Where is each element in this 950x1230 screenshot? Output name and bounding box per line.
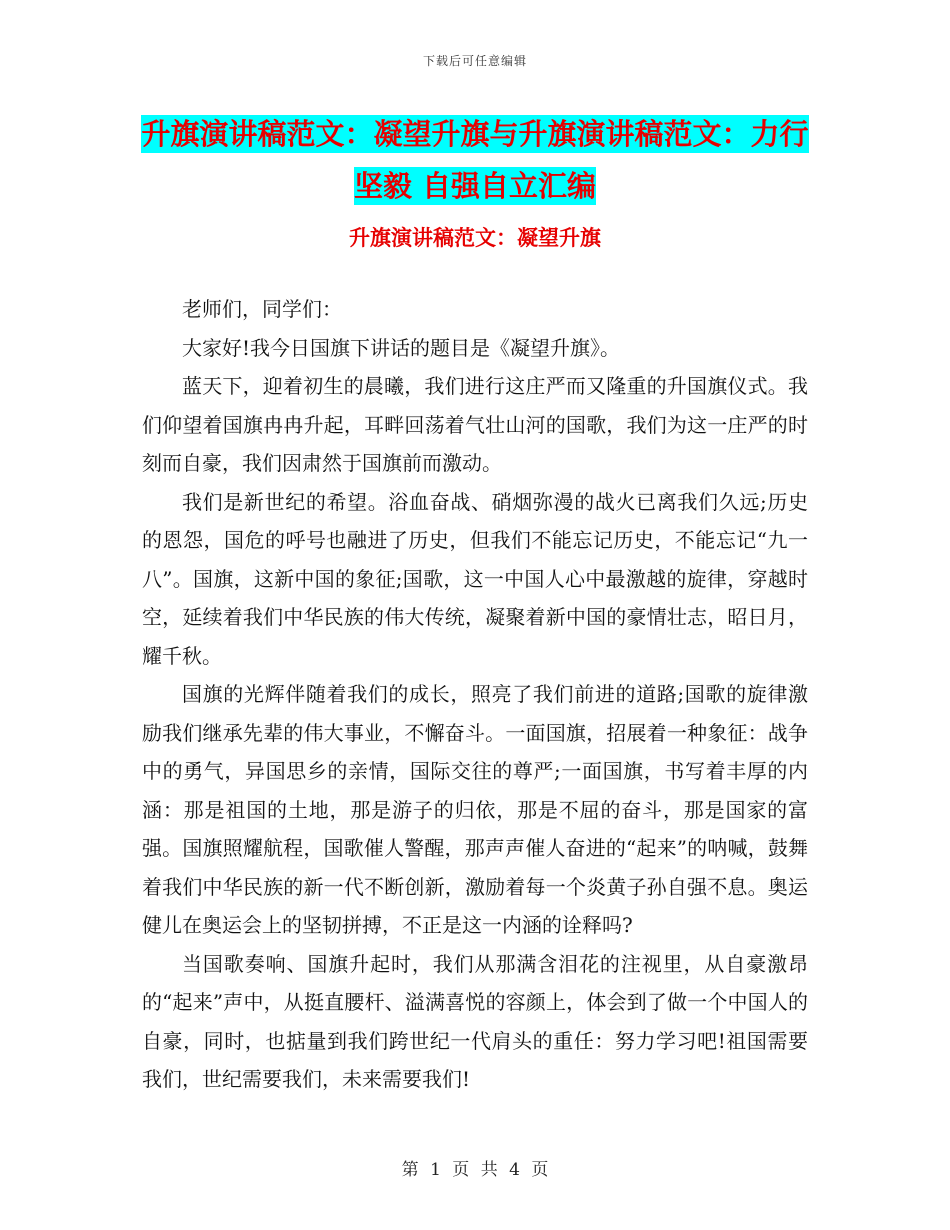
body-paragraph: 蓝天下，迎着初生的晨曦，我们进行这庄严而又隆重的升国旗仪式。我们仰望着国旗冉冉升起，耳畔回荡着气壮山河的国歌，我们为这一庄严的时刻而自豪，我们因肃然于国旗前而激动。: [142, 374, 808, 475]
document-title: [140, 108, 810, 212]
greeting-paragraph: 大家好!我今日国旗下讲话的题目是《凝望升旗》。: [182, 335, 621, 360]
body-paragraph: 我们是新世纪的希望。浴血奋战、硝烟弥漫的战火已离我们久远;历史的恩怨，国危的呼号也融进了历史，但我们不能忘记历史，不能忘记“九一八”。国旗，这新中国的象征;国歌，这一中国人心中最激越的旋律，穿越时空，延续着我们中华民族的伟大传统，凝聚着新中国的豪情壮志，昭日月，耀千秋。: [142, 489, 808, 668]
speech-body: [142, 290, 808, 1099]
salutation-paragraph: 老师们，同学们：: [182, 297, 342, 321]
body-paragraph: 当国歌奏响、国旗升起时，我们从那满含泪花的注视里，从自豪激昂的“起来”声中，从挺直腰杆、溢满喜悦的容颜上，体会到了做一个中国人的自豪，同时，也掂量到我们跨世纪一代肩头的重任：努力学习吧!祖国需要我们，世纪需要我们，未来需要我们!: [142, 951, 808, 1091]
section-title: 升旗演讲稿范文：凝望升旗: [349, 226, 601, 250]
document-title-line-1: 升旗演讲稿范文：凝望升旗与升旗演讲稿范文：力行: [141, 117, 809, 151]
page-header-note: 下载后可任意编辑: [422, 54, 527, 68]
page-number-footer: 第 1 页 共 4 页: [401, 1160, 549, 1180]
document-title-line-2: 坚毅 自强自立汇编: [353, 169, 597, 203]
body-paragraph: 国旗的光辉伴随着我们的成长，照亮了我们前进的道路;国歌的旋律激励我们继承先辈的伟大事业，不懈奋斗。一面国旗，招展着一种象征：战争中的勇气，异国思乡的亲情，国际交往的尊严;一面国旗，书写着丰厚的内涵：那是祖国的土地，那是游子的归依，那是不屈的奋斗，那是国家的富强。国旗照耀航程，国歌催人警醒，那声声催人奋进的“起来”的呐喊，鼓舞着我们中华民族的新一代不断创新，激励着每一个炎黄子孙自强不息。奥运健儿在奥运会上的坚韧拼搏，不正是这一内涵的诠释吗?: [142, 682, 808, 937]
